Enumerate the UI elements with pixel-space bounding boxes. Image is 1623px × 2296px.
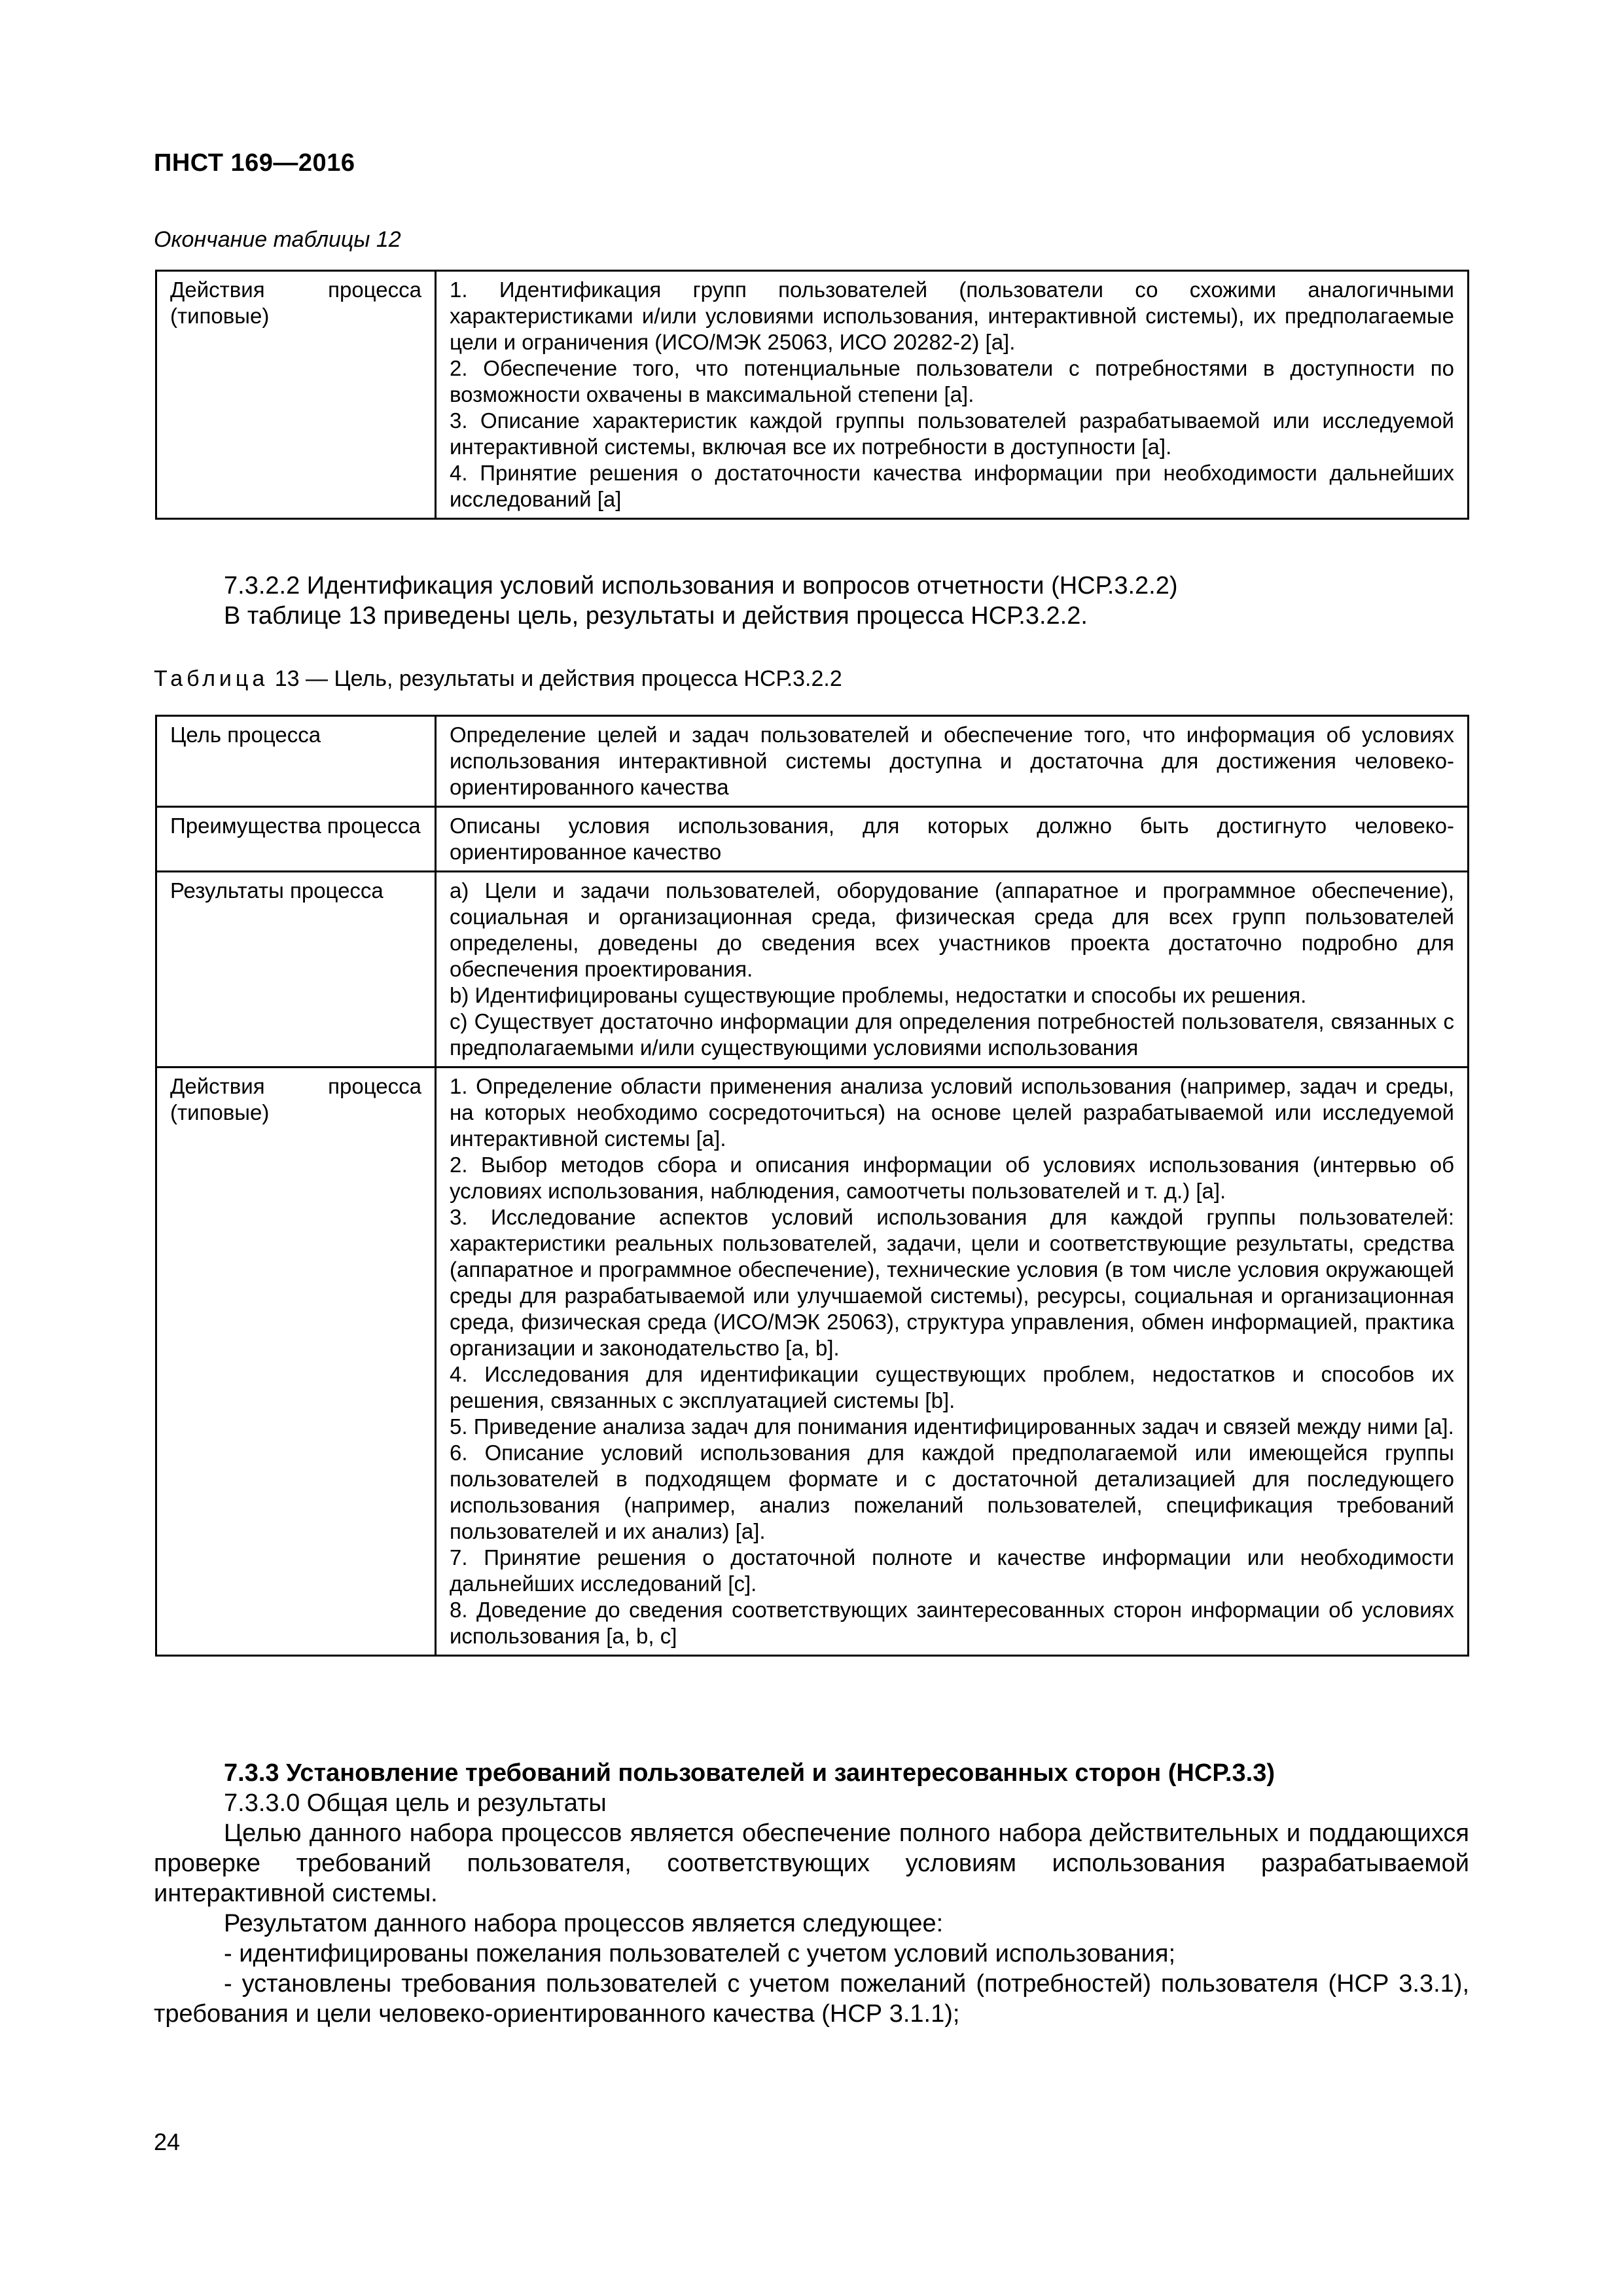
list-item: 3. Описание характеристик каждой группы пользователей разрабатываемой или исследуемой интерактивной системы, включая все их потребности в доступности [a]. bbox=[450, 408, 1454, 459]
list-item: Описаны условия использования, для которых должно быть достигнуто человеко-ориентированное качество bbox=[450, 814, 1454, 864]
list-item: 6. Описание условий использования для каждой предполагаемой или имеющейся группы пользователей в подходящем формате и с достаточной детализацией для последующего использования (например, анализ пожеланий пользователей, спецификация требований пользователей и их анализ) [a]. bbox=[450, 1441, 1454, 1543]
section-7322 bbox=[154, 571, 1469, 631]
document-id-header: ПНСТ 169—2016 bbox=[154, 149, 355, 177]
table-row-label: Цель процесса bbox=[156, 716, 436, 807]
table-caption-prefix: Таблица bbox=[154, 666, 269, 691]
table-12-continuation-caption: Окончание таблицы 12 bbox=[154, 227, 401, 252]
list-item: 2. Выбор методов сбора и описания информации об условиях использования (интервью об условиях использования, наблюдения, самоотчеты пользователей и т. д.) [a]. bbox=[450, 1153, 1454, 1203]
list-item: 7. Принятие решения о достаточной полноте и качестве информации или необходимости дальнейших исследований [c]. bbox=[450, 1545, 1454, 1596]
list-item: 4. Исследования для идентификации существующих проблем, недостатков и способов их решения, связанных с эксплуатацией системы [b]. bbox=[450, 1362, 1454, 1412]
table-row-content bbox=[436, 716, 1469, 807]
table-row-label: Преимущества процесса bbox=[156, 807, 436, 872]
section-paragraph: В таблице 13 приведены цель, результаты и действия процесса НСР.3.2.2. bbox=[224, 602, 1088, 630]
list-item: b) Идентифицированы существующие проблемы, недостатки и способы их решения. bbox=[450, 983, 1307, 1007]
table-row-content bbox=[436, 872, 1469, 1067]
table-row-content bbox=[436, 1067, 1469, 1656]
subsection-heading: 7.3.3.0 Общая цель и результаты bbox=[224, 1789, 607, 1817]
list-item: 4. Принятие решения о достаточности качества информации при необходимости дальнейших исследований [a] bbox=[450, 461, 1454, 511]
list-item: 1. Определение области применения анализа условий использования (например, задач и среды, на которых необходимо сосредоточиться) на основе целей разрабатываемой или исследуемой интерактивной системы [a]. bbox=[450, 1074, 1454, 1151]
list-item: 5. Приведение анализа задач для понимания идентифицированных задач и связей между ними [a]. bbox=[450, 1414, 1454, 1439]
list-item: Определение целей и задач пользователей и обеспечение того, что информация об условиях использования интерактивной системы доступна и достаточна для достижения человеко-ориентированного качества bbox=[450, 723, 1454, 799]
section-heading: 7.3.2.2 Идентификация условий использования и вопросов отчетности (НСР.3.2.2) bbox=[224, 572, 1178, 600]
section-733 bbox=[154, 1758, 1469, 2029]
page-number: 24 bbox=[154, 2128, 181, 2155]
table-row bbox=[156, 271, 1469, 519]
table-row bbox=[156, 716, 1469, 807]
list-item: a) Цели и задачи пользователей, оборудование (аппаратное и программное обеспечение), социальная и организационная среда, физическая среда для всех групп пользователей определены, доведены до сведения всех участников проекта достаточно подробно для обеспечения проектирования. bbox=[450, 878, 1454, 981]
table-12 bbox=[155, 270, 1469, 520]
table-row-label: Результаты процесса bbox=[156, 872, 436, 1067]
table-row-content bbox=[436, 807, 1469, 872]
section-heading: 7.3.3 Установление требований пользователей и заинтересованных сторон (НСР.3.3) bbox=[224, 1759, 1275, 1787]
table-13-caption bbox=[154, 666, 842, 692]
section-paragraph: Результатом данного набора процессов является следующее: bbox=[224, 1910, 944, 1937]
table-row-content bbox=[436, 271, 1469, 519]
list-item: - идентифицированы пожелания пользователей с учетом условий использования; bbox=[224, 1940, 1176, 1967]
list-item: c) Существует достаточно информации для определения потребностей пользователя, связанных с предполагаемыми и/или существующими условиями использования bbox=[450, 1009, 1454, 1060]
table-row bbox=[156, 872, 1469, 1067]
table-13 bbox=[155, 715, 1469, 1657]
list-item: 8. Доведение до сведения соответствующих заинтересованных сторон информации об условиях использования [a, b, c] bbox=[450, 1598, 1454, 1648]
list-item: 1. Идентификация групп пользователей (пользователи со схожими аналогичными характеристиками и/или условиями использования, интерактивной системы), их предполагаемые цели и ограничения (ИСО/МЭК 25063, ИСО 20282-2) [a]. bbox=[450, 278, 1454, 354]
list-item: - установлены требования пользователей с учетом пожеланий (потребностей) пользователя (НСР 3.3.1), требования и цели человеко-ориентированного качества (НСР 3.1.1); bbox=[154, 1970, 1469, 2028]
table-row-label: Действия процесса (типовые) bbox=[156, 1067, 436, 1656]
section-paragraph: Целью данного набора процессов является обеспечение полного набора действительных и поддающихся проверке требований пользователя, соответствующих условиям использования разрабатываемой интерактивной системы. bbox=[154, 1820, 1469, 1907]
table-row-label: Действия процесса (типовые) bbox=[156, 271, 436, 519]
table-row bbox=[156, 807, 1469, 872]
table-row bbox=[156, 1067, 1469, 1656]
table-caption-text: 13 — Цель, результаты и действия процесса НСР.3.2.2 bbox=[268, 666, 842, 691]
list-item: 3. Исследование аспектов условий использования для каждой группы пользователей: характеристики реальных пользователей, задачи, цели и соответствующие результаты, средства (аппаратное и программное обеспечение), технические условия (в том числе условия окружающей среды для разрабатываемой или улучшаемой системы), ресурсы, социальная и организационная среда, физическая среда (ИСО/МЭК 25063), структура управления, обмен информацией, практика организации и законодательство [a, b]. bbox=[450, 1205, 1454, 1360]
list-item: 2. Обеспечение того, что потенциальные пользователи с потребностями в доступности по возможности охвачены в максимальной степени [a]. bbox=[450, 356, 1454, 406]
